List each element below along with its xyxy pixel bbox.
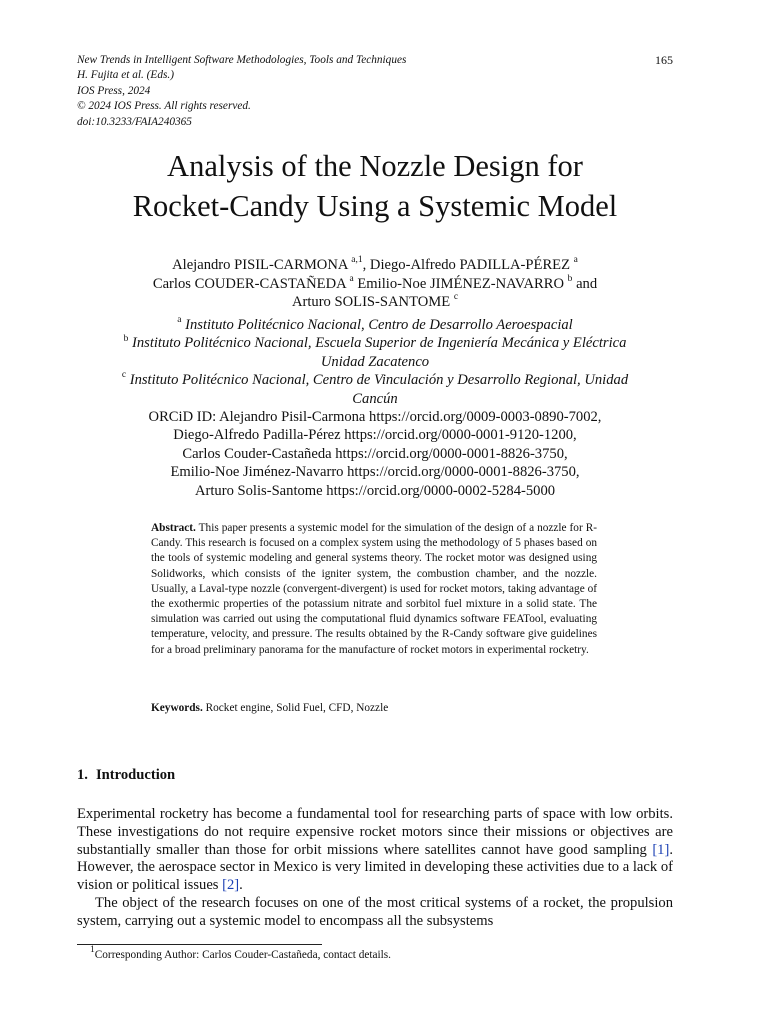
affiliation-list <box>40 316 710 500</box>
affiliation-c-cont: Cancún <box>352 390 398 407</box>
section-number: 1. <box>77 767 88 783</box>
keywords-label: Keywords. <box>151 702 203 714</box>
affil-text: Instituto Politécnico Nacional, Escuela Superior de Ingeniería Mecánica y Eléctrica <box>131 335 627 352</box>
title-line-2: Rocket-Candy Using a Systemic Model <box>132 189 618 223</box>
abstract-label: Abstract. <box>151 522 196 534</box>
author-line-2 <box>40 275 710 294</box>
running-header <box>77 53 673 130</box>
orcid-line: ORCiD ID: Alejandro Pisil-Carmona https://orcid.org/0009-0003-0890-7002, <box>148 409 602 426</box>
header-line-doi: doi:10.3233/FAIA240365 <box>77 115 192 128</box>
header-line-publisher: IOS Press, 2024 <box>77 84 151 97</box>
paragraph: The object of the research focuses on one of the most critical systems of a rocket, the propulsion system, carrying out a systemic model to encompass all the subsystems <box>77 894 673 929</box>
orcid-line: Carlos Couder-Castañeda https://orcid.org/0000-0001-8826-3750, <box>182 445 568 462</box>
affiliation-b <box>40 334 710 352</box>
affil-text: Instituto Politécnico Nacional, Centro de Desarrollo Aeroespacial <box>185 317 573 333</box>
abstract <box>151 521 597 658</box>
author-line-1 <box>40 256 710 275</box>
title-line-1: Analysis of the Nozzle Design for <box>167 149 583 183</box>
author-affil-mark: a <box>349 273 354 284</box>
footnote-text: Corresponding Author: Carlos Couder-Castañeda, contact details. <box>94 949 392 961</box>
footnote <box>90 945 392 961</box>
keywords-text: Rocket engine, Solid Fuel, CFD, Nozzle <box>205 702 389 714</box>
author-line-3 <box>40 293 710 312</box>
affiliation-c <box>40 371 710 389</box>
affil-mark: a <box>177 315 182 326</box>
citation-link[interactable]: [1] <box>652 841 670 858</box>
section-heading <box>77 767 175 784</box>
author-affil-mark: b <box>567 273 573 284</box>
author-and: and <box>576 275 598 292</box>
author-affil-mark: a <box>573 255 578 266</box>
section-title: Introduction <box>95 767 176 783</box>
affil-text: Instituto Politécnico Nacional, Centro de Vinculación y Desarrollo Regional, Unidad <box>129 372 629 389</box>
author-name: Emilio-Noe JIMÉNEZ-NAVARRO <box>357 275 564 292</box>
header-line-copyright: © 2024 IOS Press. All rights reserved. <box>77 100 251 113</box>
author-affil-mark: a,1 <box>351 255 363 266</box>
paragraph-text: Experimental rocketry has become a fundamental tool for researching parts of space with low orbits. These investigations do not require expensive rocket motors since their missions or objectives are substantially smaller than those for orbit missions where satellites cannot have good sampling <box>77 806 673 858</box>
author-affil-mark: c <box>453 292 459 303</box>
author-list <box>40 256 710 312</box>
orcid-line: Arturo Solis-Santome https://orcid.org/0000-0002-5284-5000 <box>194 482 556 499</box>
paragraph-text: . However, the aerospace sector in Mexico is very limited in developing these activities due to a lack of vision or political issues <box>77 841 673 894</box>
header-line-editors: H. Fujita et al. (Eds.) <box>77 69 174 82</box>
page-number: 165 <box>655 53 673 67</box>
footnote-mark: 1 <box>90 945 95 956</box>
paper-title <box>40 146 710 226</box>
orcid-line: Emilio-Noe Jiménez-Navarro https://orcid.org/0000-0001-8826-3750, <box>170 464 580 481</box>
orcid-line: Diego-Alfredo Padilla-Pérez https://orcid.org/0000-0001-9120-1200, <box>173 427 577 444</box>
author-name: Alejandro PISIL-CARMONA <box>172 257 348 273</box>
header-line-series: New Trends in Intelligent Software Methodologies, Tools and Techniques <box>77 54 407 66</box>
author-name: Arturo SOLIS-SANTOME <box>291 294 451 311</box>
affil-mark: b <box>123 333 129 344</box>
keywords <box>151 701 597 716</box>
paragraph <box>77 806 673 895</box>
affiliation-b-cont: Unidad Zacatenco <box>320 353 430 370</box>
affil-mark: c <box>121 370 127 381</box>
affiliation-a <box>40 316 710 334</box>
paragraph-text: . <box>239 877 243 894</box>
abstract-text: This paper presents a systemic model for the simulation of the design of a nozzle for R-Candy. This research is focused on a complex system using the methodology of 5 phases based on the tools of systemic modeling and general systems theory. The rocket motor was designed using Solidworks, which consists of the igniter system, the combustion chamber, and the nozzle. Usually, a Laval-type nozzle (convergent-divergent) is used for rocket motors, taking advantage of the exothermic properties of the potassium nitrate and sorbitol fuel mixture in a solid state. The simulation was carried out using the computational fluid dynamics software FEATool, evaluating temperature, velocity, and pressure. The results obtained by the R-Candy software give guidelines for a broad preliminary panorama for the manufacture of rocket motors in experimental rocketry. <box>151 522 597 656</box>
author-name: Carlos COUDER-CASTAÑEDA <box>152 275 346 292</box>
footnote-rule <box>77 944 322 945</box>
author-name: , Diego-Alfredo PADILLA-PÉREZ <box>362 257 571 273</box>
citation-link[interactable]: [2] <box>222 877 240 894</box>
body-text <box>77 806 673 931</box>
